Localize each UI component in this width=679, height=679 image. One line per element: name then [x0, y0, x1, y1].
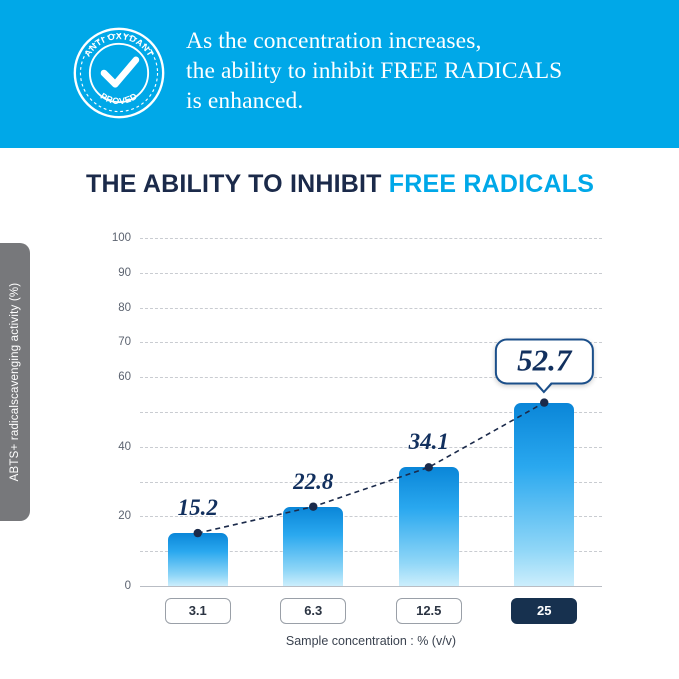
x-axis-caption: Sample concentration : % (v/v)	[285, 634, 457, 648]
y-axis-tick: 80	[118, 301, 131, 314]
header-banner	[0, 0, 679, 148]
chart-title	[86, 170, 594, 199]
bar	[283, 507, 343, 586]
gridline	[140, 447, 602, 448]
y-axis-label-tab	[0, 243, 30, 521]
x-axis-category-chip: 6.3	[280, 598, 346, 624]
bar	[514, 403, 574, 586]
gridline	[140, 516, 602, 517]
gridline	[140, 273, 602, 274]
callout-tail	[534, 383, 554, 394]
header-line-1: As the concentration increases,	[186, 28, 482, 54]
x-axis-category-chip: 25	[511, 598, 577, 624]
trend-marker	[194, 529, 202, 537]
trend-marker	[309, 502, 317, 510]
gridline	[140, 342, 602, 343]
bar-value-label: 34.1	[408, 429, 449, 455]
gridline	[140, 377, 602, 378]
bar-value-label: 22.8	[293, 468, 334, 494]
y-axis-tick: 90	[118, 266, 131, 279]
bar	[399, 467, 459, 586]
trend-marker	[425, 463, 433, 471]
chart-title-accent: FREE RADICALS	[388, 170, 595, 198]
y-axis-tick: 100	[111, 232, 131, 244]
chart-title-plain: THE ABILITY TO INHIBIT	[86, 170, 389, 198]
gridline	[140, 551, 602, 552]
y-axis-tick: 40	[118, 440, 131, 453]
value-callout	[495, 338, 593, 385]
svg-text:PROVED: PROVED	[98, 90, 140, 107]
bar	[168, 533, 228, 586]
header-line-2: the ability to inhibit FREE RADICALS	[186, 58, 563, 84]
value-callout-text: 52.7	[517, 342, 572, 378]
anti-oxydant-seal-icon	[72, 26, 166, 120]
gridline	[140, 308, 602, 309]
y-axis-tick: 0	[124, 580, 131, 592]
x-axis-category-chip: 3.1	[165, 598, 231, 624]
y-axis-tick: 60	[118, 371, 131, 384]
x-axis-category-chip: 12.5	[396, 598, 462, 624]
bar-value-label: 15.2	[177, 495, 218, 521]
gridline	[140, 238, 602, 239]
trend-marker	[540, 398, 548, 406]
y-axis-tick: 70	[118, 336, 131, 349]
trend-line	[140, 238, 602, 586]
gridline	[140, 412, 602, 413]
gridline	[140, 482, 602, 483]
svg-text:ANTI OXYDANT: ANTI OXYDANT	[82, 31, 156, 59]
header-line-3: is enhanced.	[186, 88, 304, 114]
plot-region	[111, 232, 602, 618]
y-axis-label: ABTS+ radicalscavenging activity (%)	[9, 282, 21, 482]
header-text	[186, 26, 656, 116]
x-axis-line	[140, 586, 602, 587]
y-axis-tick: 20	[118, 510, 131, 523]
